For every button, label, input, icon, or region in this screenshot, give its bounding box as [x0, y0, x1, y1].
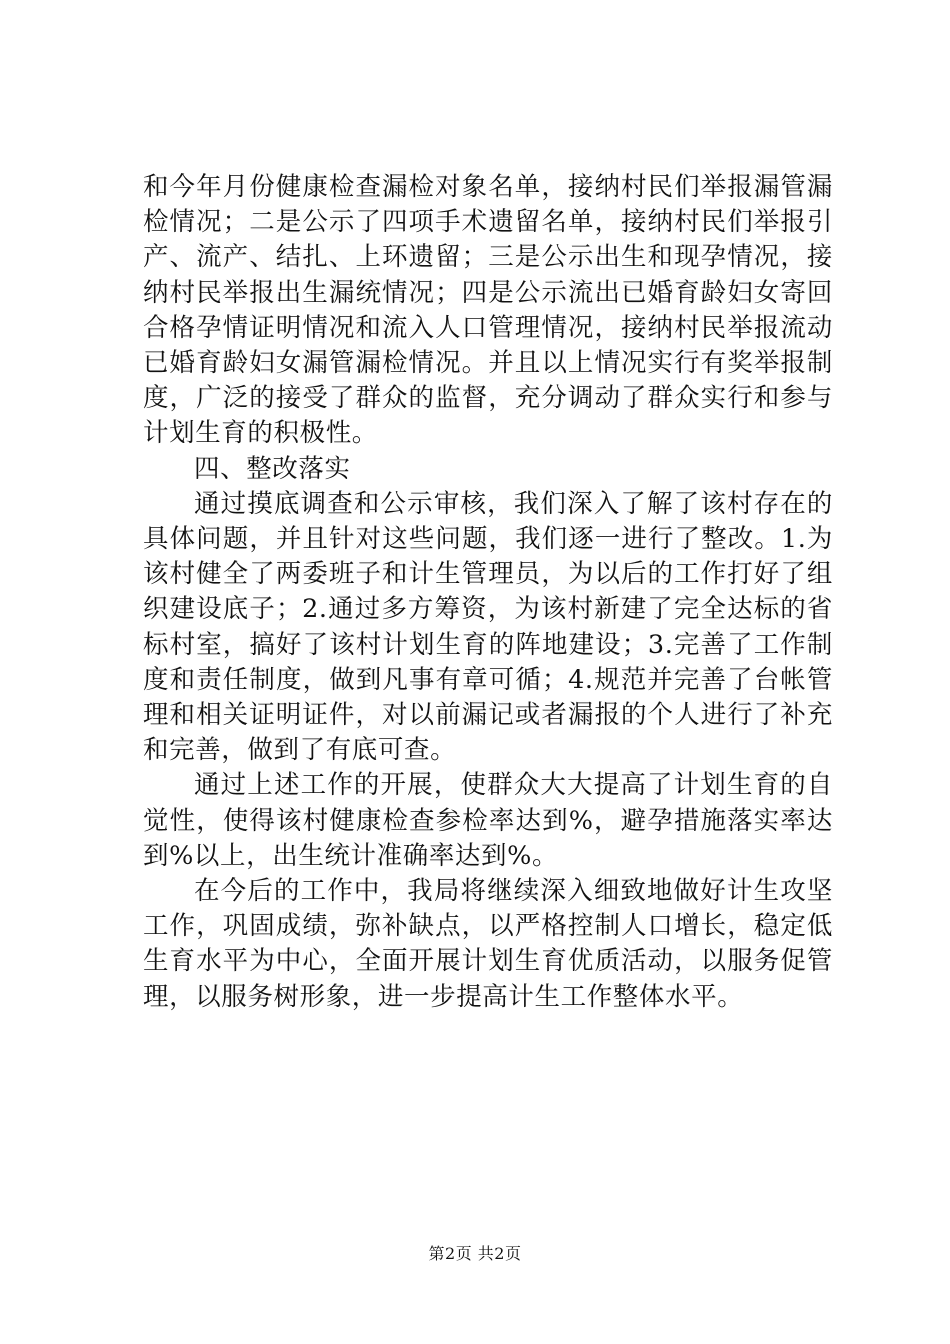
paragraph-results: 通过上述工作的开展，使群众大大提高了计划生育的自觉性，使得该村健康检查参检率达到%，避孕措施落实率达到%以上，出生统计准确率达到%。: [143, 770, 833, 871]
paragraph-rectification-measures: 通过摸底调查和公示审核，我们深入了解了该村存在的具体问题，并且针对这些问题，我们逐一进行了整改。1.为该村健全了两委班子和计生管理员，为以后的工作打好了组织建设底子；2.通过多方筹资，为该村新建了完全达标的省标村室，搞好了该村计划生育的阵地建设；3.完善了工作制度和责任制度，做到凡事有章可循；4.规范并完善了台帐管理和相关证明证件，对以前漏记或者漏报的个人进行了补充和完善，做到了有底可查。: [143, 488, 833, 766]
paragraph-future-work: 在今后的工作中，我局将继续深入细致地做好计生攻坚工作，巩固成绩，弥补缺点，以严格控制人口增长，稳定低生育水平为中心，全面开展计划生育优质活动，以服务促管理，以服务树形象，进一步提高计生工作整体水平。: [143, 876, 833, 1012]
paragraph-public-notice: 和今年月份健康检查漏检对象名单，接纳村民们举报漏管漏检情况；二是公示了四项手术遗留名单，接纳村民们举报引产、流产、结扎、上环遗留；三是公示出生和现孕情况，接纳村民举报出生漏统情况；四是公示流出已婚育龄妇女寄回合格孕情证明情况和流入人口管理情况，接纳村民举报流动已婚育龄妇女漏管漏检情况。并且以上情况实行有奖举报制度，广泛的接受了群众的监督，充分调动了群众实行和参与计划生育的积极性。: [143, 172, 833, 449]
page-number-footer: 第2页 共2页: [428, 1244, 522, 1263]
section-heading-rectification: 四、整改落实: [194, 453, 351, 484]
document-body: [143, 170, 833, 1015]
